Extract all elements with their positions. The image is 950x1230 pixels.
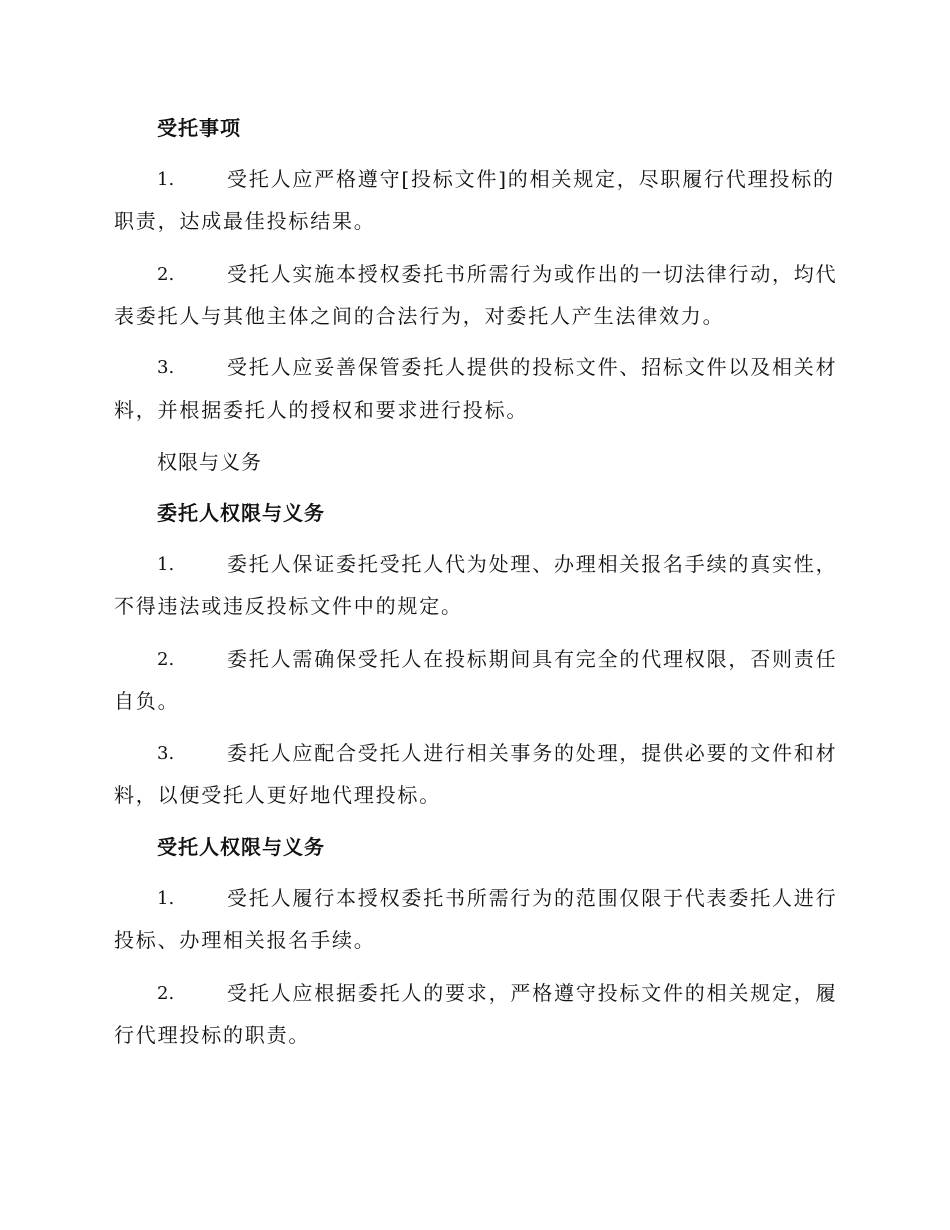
item-text-line2: 表委托人与其他主体之间的合法行为，对委托人产生法律效力。: [114, 304, 725, 328]
item-text-line1: 受托人应严格遵守[投标文件]的相关规定，尽职履行代理投标的: [227, 167, 835, 191]
item-text-line1: 受托人应根据委托人的要求，严格遵守投标文件的相关规定，履: [227, 981, 838, 1005]
section-title-rights-obligations: 权限与义务: [157, 450, 262, 474]
item-text-line1: 委托人需确保受托人在投标期间具有完全的代理权限，否则责任: [227, 647, 838, 671]
item-number: 1.: [157, 554, 175, 575]
item-number: 2.: [157, 264, 175, 285]
item-number: 3.: [157, 357, 175, 378]
item-number: 3.: [157, 743, 175, 764]
item-text-line1: 受托人履行本授权委托书所需行为的范围仅限于代表委托人进行: [227, 886, 838, 910]
item-text-line2: 自负。: [114, 689, 180, 713]
item-number: 1.: [157, 169, 175, 190]
item-text-line1: 委托人应配合受托人进行相关事务的处理，提供必要的文件和材: [227, 741, 838, 765]
item-text-line2: 行代理投标的职责。: [114, 1023, 311, 1047]
item-text-line2: 职责，达成最佳投标结果。: [114, 209, 376, 233]
section-title-principal-rights: 委托人权限与义务: [157, 501, 325, 525]
item-text-line2: 料，并根据委托人的授权和要求进行投标。: [114, 398, 529, 422]
item-number: 1.: [157, 888, 175, 909]
item-text-line2: 料，以便受托人更好地代理投标。: [114, 783, 441, 807]
item-text-line1: 受托人实施本授权委托书所需行为或作出的一切法律行动，均代: [227, 262, 838, 286]
section-title-agent-rights: 受托人权限与义务: [157, 835, 325, 859]
item-text-line1: 委托人保证委托受托人代为处理、办理相关报名手续的真实性，: [227, 552, 838, 576]
item-number: 2.: [157, 983, 175, 1004]
section-title-entrusted-matters: 受托事项: [157, 116, 241, 140]
item-text-line1: 受托人应妥善保管委托人提供的投标文件、招标文件以及相关材: [227, 355, 838, 379]
item-number: 2.: [157, 649, 175, 670]
item-text-line2: 不得违法或违反投标文件中的规定。: [114, 594, 463, 618]
item-text-line2: 投标、办理相关报名手续。: [114, 928, 376, 952]
